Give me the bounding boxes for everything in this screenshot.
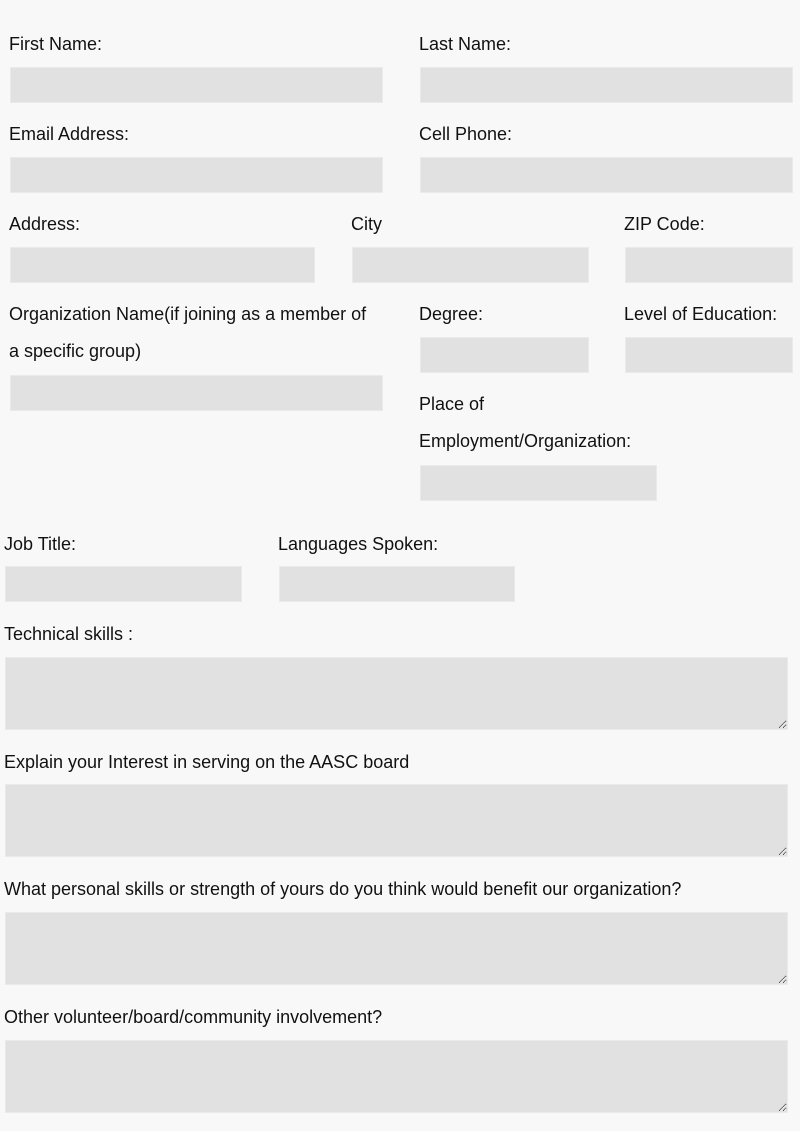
cell-phone-input[interactable] bbox=[420, 157, 793, 193]
other-involvement-label: Other volunteer/board/community involvement? bbox=[4, 1007, 383, 1027]
first-name-label: First Name: bbox=[9, 34, 103, 54]
interest-textarea[interactable] bbox=[5, 784, 788, 857]
other-involvement-textarea[interactable] bbox=[5, 1040, 788, 1113]
personal-skills-label: What personal skills or strength of yours do you think would benefit our organization? bbox=[4, 879, 682, 899]
personal-skills-textarea[interactable] bbox=[5, 912, 788, 985]
email-input[interactable] bbox=[10, 157, 383, 193]
languages-spoken-input[interactable] bbox=[279, 566, 515, 602]
city-label: City bbox=[351, 214, 382, 234]
job-title-label: Job Title: bbox=[4, 534, 77, 554]
email-label: Email Address: bbox=[9, 124, 130, 144]
technical-skills-textarea[interactable] bbox=[5, 657, 788, 730]
place-of-employment-label: Place of Employment/Organization: bbox=[419, 394, 632, 451]
job-title-input[interactable] bbox=[5, 566, 242, 602]
last-name-label: Last Name: bbox=[419, 34, 512, 54]
languages-spoken-label: Languages Spoken: bbox=[278, 534, 439, 554]
level-of-education-input[interactable] bbox=[625, 337, 793, 373]
interest-label: Explain your Interest in serving on the AASC board bbox=[4, 752, 410, 772]
degree-label: Degree: bbox=[419, 304, 484, 324]
zip-code-label: ZIP Code: bbox=[624, 214, 705, 234]
address-label: Address: bbox=[9, 214, 81, 234]
technical-skills-label: Technical skills : bbox=[4, 624, 134, 644]
level-of-education-label: Level of Education: bbox=[624, 304, 778, 324]
city-input[interactable] bbox=[352, 247, 589, 283]
last-name-input[interactable] bbox=[420, 67, 793, 103]
organization-name-label: Organization Name(if joining as a member of a specific group) bbox=[9, 304, 367, 361]
first-name-input[interactable] bbox=[10, 67, 383, 103]
organization-name-input[interactable] bbox=[10, 375, 383, 411]
zip-code-input[interactable] bbox=[625, 247, 793, 283]
cell-phone-label: Cell Phone: bbox=[419, 124, 513, 144]
degree-input[interactable] bbox=[420, 337, 589, 373]
address-input[interactable] bbox=[10, 247, 315, 283]
place-of-employment-input[interactable] bbox=[420, 465, 657, 501]
